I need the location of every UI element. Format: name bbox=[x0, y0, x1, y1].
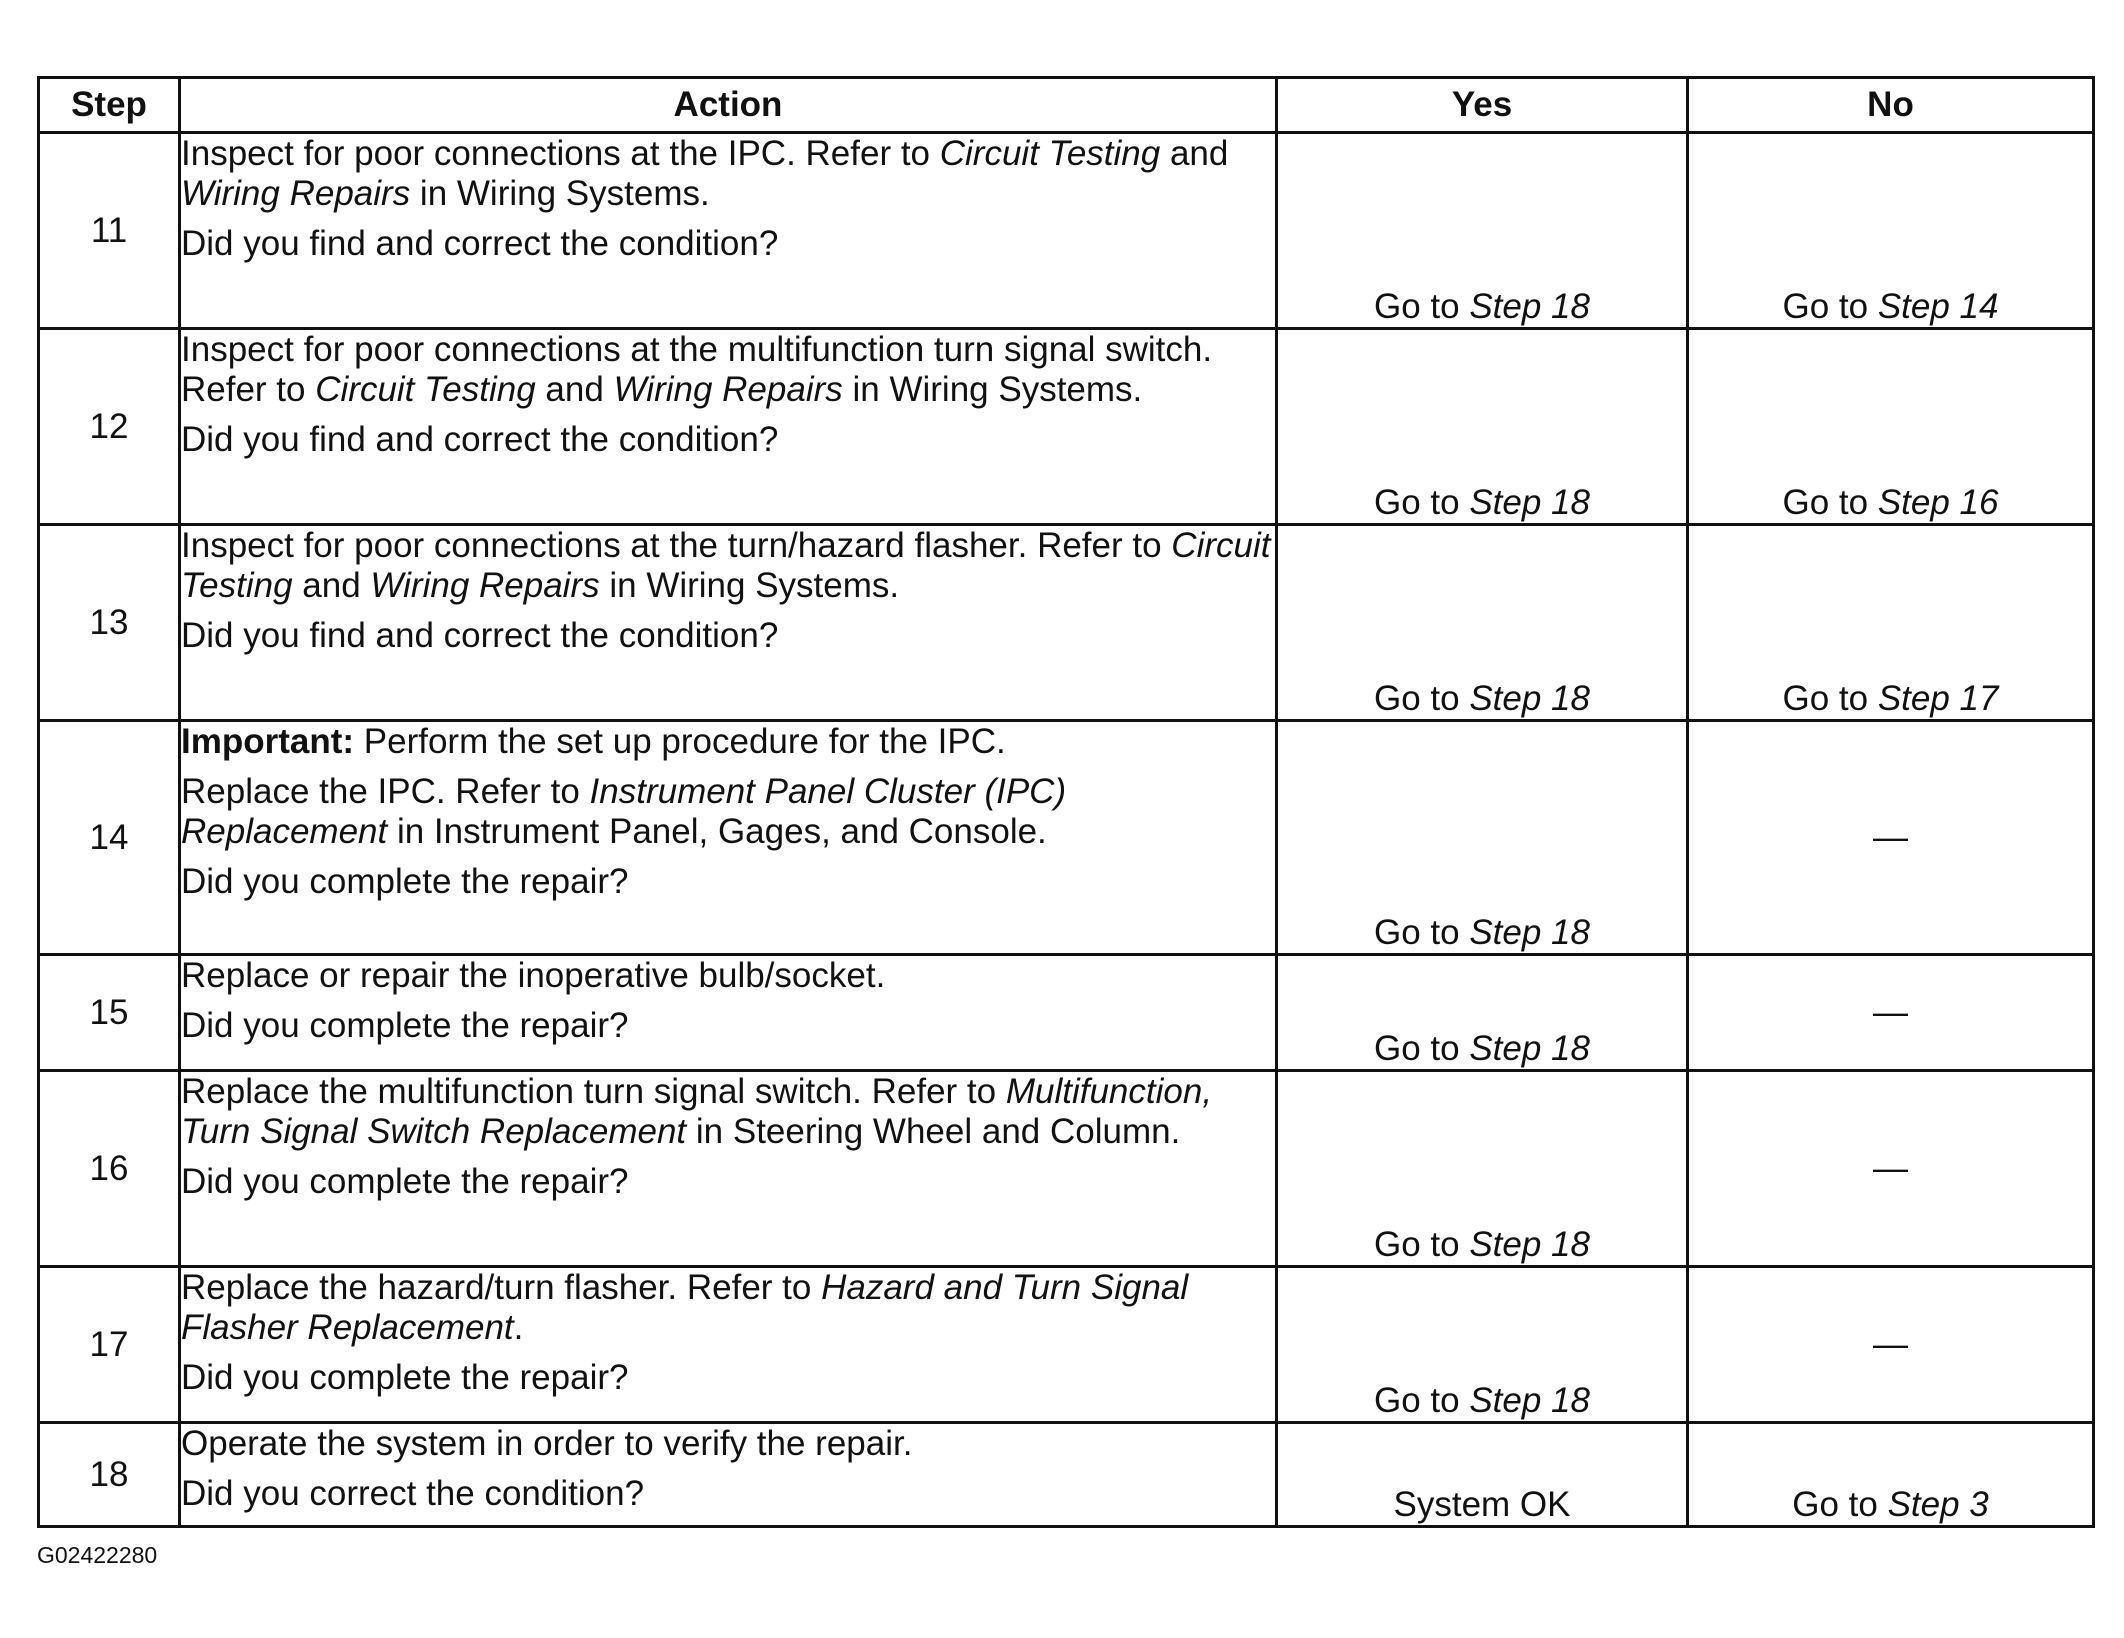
yes-cell: Go to Step 18 bbox=[1277, 955, 1688, 1071]
action-text: Replace or repair the inoperative bulb/socket. bbox=[181, 956, 886, 995]
yes-step-ref: Step 18 bbox=[1469, 1029, 1590, 1068]
no-cell: — bbox=[1688, 1267, 2094, 1423]
yes-step-ref: Step 18 bbox=[1469, 287, 1590, 326]
action-question: Did you complete the repair? bbox=[181, 862, 629, 901]
header-action: Action bbox=[180, 78, 1277, 133]
action-text: Replace the hazard/turn flasher. Refer to Hazard and Turn Signal Flasher Replacement. bbox=[181, 1268, 1189, 1347]
action-cell bbox=[180, 525, 1277, 721]
table-row bbox=[39, 955, 2094, 1071]
action-cell bbox=[180, 1267, 1277, 1423]
reference-link: Circuit Testing bbox=[939, 134, 1161, 173]
no-cell: — bbox=[1688, 955, 2094, 1071]
action-question: Did you complete the repair? bbox=[181, 1006, 629, 1045]
no-step-ref: Step 14 bbox=[1877, 287, 1999, 326]
reference-link: Circuit Testing bbox=[315, 370, 536, 409]
table-row bbox=[39, 525, 2094, 721]
action-cell bbox=[180, 1423, 1277, 1527]
reference-link: Circuit Testing bbox=[181, 526, 1271, 605]
header-yes: Yes bbox=[1277, 78, 1688, 133]
yes-cell: Go to Step 18 bbox=[1277, 133, 1688, 329]
action-question: Did you complete the repair? bbox=[181, 1358, 629, 1397]
action-question: Did you find and correct the condition? bbox=[181, 224, 779, 263]
action-cell bbox=[180, 329, 1277, 525]
yes-cell: Go to Step 18 bbox=[1277, 1267, 1688, 1423]
reference-link: Hazard and Turn Signal Flasher Replacement bbox=[181, 1268, 1189, 1347]
step-number: 14 bbox=[39, 721, 180, 955]
header-step: Step bbox=[39, 78, 180, 133]
action-text: Inspect for poor connections at the multifunction turn signal switch. Refer to Circuit Testing and Wiring Repairs in Wiring Systems. bbox=[181, 330, 1213, 409]
no-cell: Go to Step 3 bbox=[1688, 1423, 2094, 1527]
table-header-row bbox=[39, 78, 2094, 133]
no-step-ref: Step 16 bbox=[1877, 483, 1999, 522]
action-question: Did you find and correct the condition? bbox=[181, 420, 779, 459]
step-number: 16 bbox=[39, 1071, 180, 1267]
yes-step-ref: Step 18 bbox=[1469, 913, 1590, 952]
action-cell bbox=[180, 955, 1277, 1071]
table-row bbox=[39, 1267, 2094, 1423]
reference-link: Wiring Repairs bbox=[370, 566, 600, 605]
action-question: Did you correct the condition? bbox=[181, 1474, 645, 1513]
figure-id: G02422280 bbox=[37, 1542, 158, 1568]
action-cell bbox=[180, 1071, 1277, 1267]
no-cell: — bbox=[1688, 1071, 2094, 1267]
step-number: 13 bbox=[39, 525, 180, 721]
action-question: Did you find and correct the condition? bbox=[181, 616, 779, 655]
yes-step-ref: Step 18 bbox=[1469, 483, 1590, 522]
reference-link: Multifunction, Turn Signal Switch Replacement bbox=[181, 1072, 1213, 1151]
yes-cell: System OK bbox=[1277, 1423, 1688, 1527]
yes-step-ref: Step 18 bbox=[1469, 679, 1590, 718]
header-no: No bbox=[1688, 78, 2094, 133]
action-text: Inspect for poor connections at the turn/hazard flasher. Refer to Circuit Testing and Wiring Repairs in Wiring Systems. bbox=[181, 526, 1271, 605]
action-text: Replace the IPC. Refer to Instrument Panel Cluster (IPC) Replacement in Instrument Panel, Gages, and Console. bbox=[181, 772, 1067, 851]
step-number: 15 bbox=[39, 955, 180, 1071]
diagnostic-table bbox=[37, 76, 2095, 1528]
no-cell: Go to Step 16 bbox=[1688, 329, 2094, 525]
no-cell: — bbox=[1688, 721, 2094, 955]
table-row bbox=[39, 133, 2094, 329]
table-row bbox=[39, 1423, 2094, 1527]
reference-link: Wiring Repairs bbox=[613, 370, 843, 409]
table-row bbox=[39, 1071, 2094, 1267]
yes-cell: Go to Step 18 bbox=[1277, 1071, 1688, 1267]
table-row bbox=[39, 329, 2094, 525]
important-label: Important: bbox=[181, 722, 355, 761]
step-number: 11 bbox=[39, 133, 180, 329]
no-step-ref: Step 3 bbox=[1887, 1485, 1989, 1524]
no-cell: Go to Step 14 bbox=[1688, 133, 2094, 329]
no-step-ref: Step 17 bbox=[1877, 679, 1999, 718]
yes-step-ref: Step 18 bbox=[1469, 1225, 1590, 1264]
important-note: Important: Perform the set up procedure for the IPC. bbox=[181, 722, 1006, 761]
step-number: 18 bbox=[39, 1423, 180, 1527]
action-text: Operate the system in order to verify the repair. bbox=[181, 1424, 913, 1463]
step-number: 12 bbox=[39, 329, 180, 525]
reference-link: Instrument Panel Cluster (IPC) Replacement bbox=[181, 772, 1067, 851]
no-cell: Go to Step 17 bbox=[1688, 525, 2094, 721]
action-text: Replace the multifunction turn signal switch. Refer to Multifunction, Turn Signal Switch Replacement in Steering Wheel and Column. bbox=[181, 1072, 1213, 1151]
action-text: Inspect for poor connections at the IPC. Refer to Circuit Testing and Wiring Repairs in Wiring Systems. bbox=[181, 134, 1229, 213]
step-number: 17 bbox=[39, 1267, 180, 1423]
yes-step-ref: Step 18 bbox=[1469, 1381, 1590, 1420]
action-question: Did you complete the repair? bbox=[181, 1162, 629, 1201]
reference-link: Wiring Repairs bbox=[181, 174, 411, 213]
yes-cell: Go to Step 18 bbox=[1277, 329, 1688, 525]
action-cell bbox=[180, 133, 1277, 329]
table-row bbox=[39, 721, 2094, 955]
yes-cell: Go to Step 18 bbox=[1277, 721, 1688, 955]
yes-cell: Go to Step 18 bbox=[1277, 525, 1688, 721]
action-cell bbox=[180, 721, 1277, 955]
